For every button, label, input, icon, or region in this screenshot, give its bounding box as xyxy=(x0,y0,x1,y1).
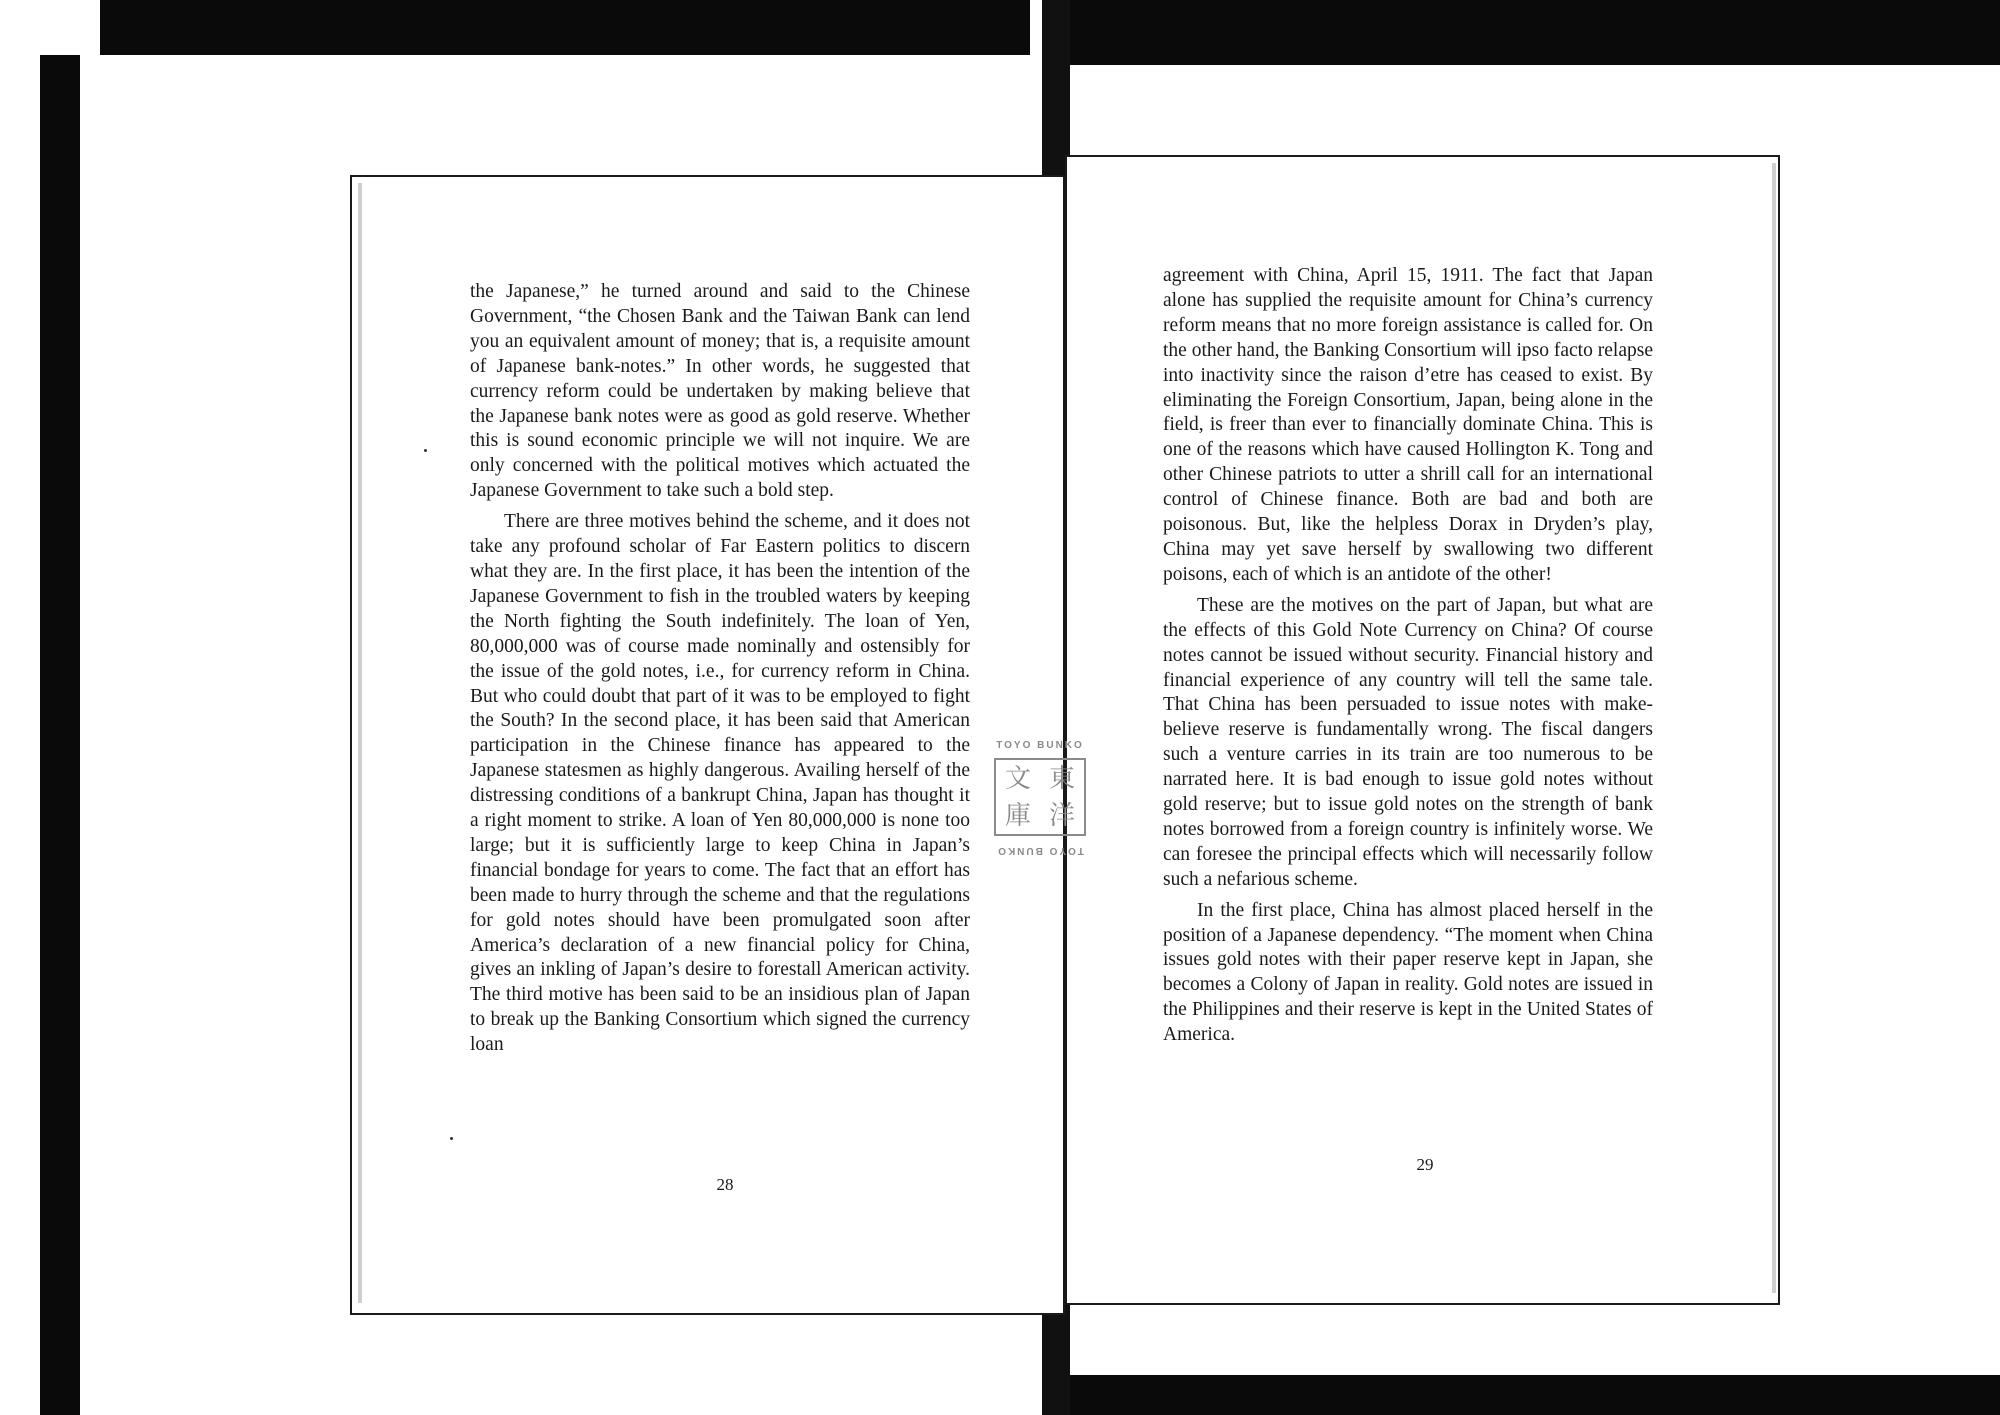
stamp-seal xyxy=(994,758,1086,836)
stamp-glyph: 洋 xyxy=(1048,800,1075,831)
right-page-number: 29 xyxy=(1416,1155,1434,1174)
left-page-number: 28 xyxy=(716,1175,734,1194)
scan-border-top-left xyxy=(100,0,1030,55)
left-paragraph-2: There are three motives behind the scheme, and it does not take any profound scholar of Far Eastern politics to discern what they are. In the first place, it has been the intention of the Japanese Government to fish in the troubled waters by keeping the North fighting the South indefinitely. The loan of Yen, 80,000,000 was of course made nominally and ostensibly for the issue of the gold notes, i.e., for currency reform in China. But who could doubt that part of it was to be employed to fight the South? In the second place, it has been said that American participation in the Chinese finance has appeared to the Japanese statesmen as highly dangerous. Availing herself of the distressing conditions of a bankrupt China, Japan has thought it a right moment to strike. A loan of Yen 80,000,000 is none too large; but it is sufficiently large to keep China in Japan’s financial bondage for years to come. The fact that an effort has been made to hurry through the scheme and that the regulations for gold notes should have been promulgated soon after America’s declaration of a new financial policy for China, gives an inkling of Japan’s desire to forestall American activity. The third motive has been said to be an insidious plan of Japan to break up the Banking Consortium which signed the currency loan xyxy=(470,511,970,1056)
left-paragraph-1: the Japanese,” he turned around and said to the Chinese Government, “the Chosen Bank and the Taiwan Bank can lend you an equivalent amount of money; that is, a requisite amount of Japanese bank-notes.” In other words, he suggested that currency reform could be undertaken by making believe that the Japanese bank notes were as good as gold reserve. Whether this is sound economic principle we will not inquire. We are only concerned with the political motives which actuated the Japanese Government to take such a bold step. xyxy=(470,281,970,502)
left-page-edge xyxy=(358,183,362,1303)
scan-speck xyxy=(424,449,427,452)
stamp-top-text: TOYO BUNKO xyxy=(996,740,1084,751)
stamp-glyph: 庫 xyxy=(1004,800,1031,831)
stamp-glyph: 文 xyxy=(1004,763,1031,794)
right-page-edge xyxy=(1772,163,1776,1293)
scan-border-top-right xyxy=(1070,0,2000,65)
scan-border-bottom-right xyxy=(1070,1375,2000,1415)
right-page-text xyxy=(1163,264,1653,1048)
right-paragraph-3: In the first place, China has almost placed herself in the position of a Japanese dependency. “The moment when China issues gold notes with their paper reserve kept in Japan, she becomes a Colony of Japan in reality. Gold notes are issued in the Philippines and their reserve is kept in the United States of America. xyxy=(1163,899,1653,1046)
scan-speck xyxy=(450,1137,453,1140)
left-page-text xyxy=(470,280,970,1058)
stamp-glyph: 東 xyxy=(1048,763,1075,794)
right-paragraph-1: agreement with China, April 15, 1911. The fact that Japan alone has supplied the requisite amount for China’s currency reform means that no more foreign assistance is called for. On the other hand, the Banking Consortium will ipso facto relapse into inactivity since the raison d’etre has ceased to exist. By eliminating the Foreign Consortium, Japan, being alone in the field, is freer than ever to financially dominate China. This is one of the reasons which have caused Hollington K. Tong and other Chinese patriots to utter a shrill call for an international control of Chinese finance. Both are bad and both are poisonous. But, like the helpless Dorax in Dryden’s play, China may yet save herself by swallowing two different poisons, each of which is an antidote of the other! xyxy=(1163,265,1653,585)
library-stamp xyxy=(984,740,1096,856)
right-paragraph-2: These are the motives on the part of Japan, but what are the effects of this Gold Note Currency on China? Of course notes cannot be issued without security. Financial history and financial experience of any country will tell the same tale. That China has been persuaded to issue notes with make-believe reserve is fundamentally wrong. The fiscal dangers such a venture carries in its train are too numerous to be narrated here. It is bad enough to issue gold notes without gold reserve; but to issue gold notes on the strength of bank notes borrowed from a foreign country is infinitely worse. We can foresee the principal effects which will necessarily follow such a nefarious scheme. xyxy=(1163,594,1653,890)
stamp-bottom-text: TOYO BUNKO xyxy=(996,845,1084,856)
